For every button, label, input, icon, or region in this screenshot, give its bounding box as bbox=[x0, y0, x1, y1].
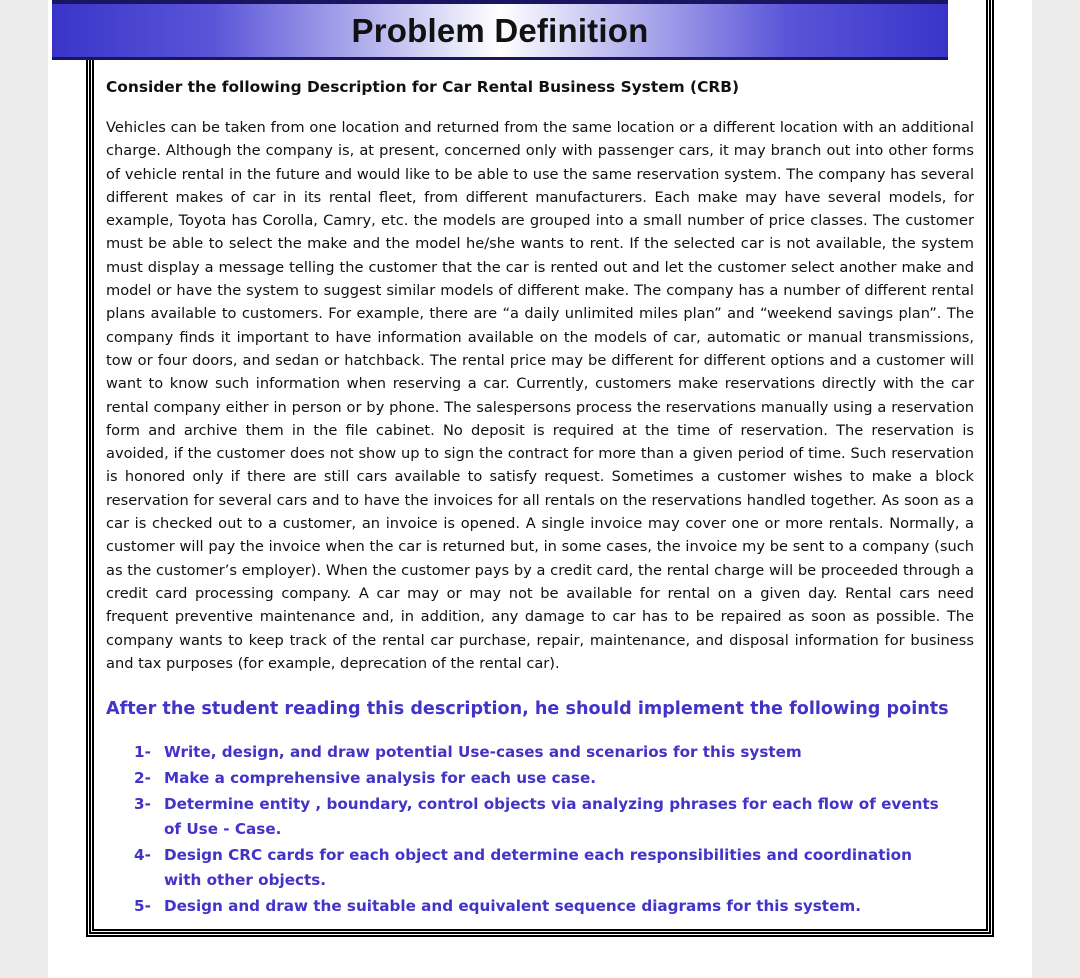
task-item-2 bbox=[134, 766, 954, 791]
task-text: Design CRC cards for each object and determine each responsibilities and coordination with other objects. bbox=[164, 846, 912, 889]
tasks-heading: After the student reading this description, he should implement the following points bbox=[106, 699, 949, 719]
description-section bbox=[106, 74, 974, 675]
task-number: 4- bbox=[134, 846, 151, 864]
task-item-3 bbox=[134, 792, 954, 842]
task-number: 3- bbox=[134, 795, 151, 813]
task-item-5 bbox=[134, 894, 954, 919]
task-text: Make a comprehensive analysis for each use case. bbox=[164, 769, 597, 787]
task-item-1 bbox=[134, 740, 954, 765]
task-number: 5- bbox=[134, 897, 151, 915]
task-list bbox=[134, 740, 954, 920]
description-paragraph: Vehicles can be taken from one location and returned from the same location or a different location with an additional charge. Although the company is, at present, concerned only with passenger cars, it may branch out into other forms of vehicle rental in the future and would like to be able to use the same reservation system. The company has several different makes of car in its rental fleet, from different manufacturers. Each make may have several models, for example, Toyota has Corolla, Camry, etc. the models are grouped into a small number of price classes. The customer must be able to select the make and the model he/she wants to rent. If the selected car is not available, the system must display a message telling the customer that the car is rented out and let the customer select another make and model or have the system to suggest similar models of different make. The company has a number of different rental plans available to customers. For example, there are “a daily unlimited miles plan” and “weekend savings plan”. The company finds it important to have information available on the models of car, automatic or manual transmissions, tow or four doors, and sedan or hatchback. The rental price may be different for different options and a customer will want to know such information when reserving a car. Currently, customers make reservations directly with the car rental company either in person or by phone. The salespersons process the reservations manually using a reservation form and archive them in the file cabinet. No deposit is required at the time of reservation. The reservation is avoided, if the customer does not show up to sign the contract for more than a given period of time. Such reservation is honored only if there are still cars available to satisfy request. Sometimes a customer wishes to make a block reservation for several cars and to have the invoices for all rentals on the reservations handled together. As soon as a car is checked out to a customer, an invoice is opened. A single invoice may cover one or more rentals. Normally, a customer will pay the invoice when the car is returned but, in some cases, the invoice my be sent to a company (such as the customer’s employer). When the customer pays by a credit card, the rental charge will be proceeded through a credit card processing company. A car may or may not be available for rental on a given day. Rental cars need frequent preventive maintenance and, in addition, any damage to car has to be repaired as soon as possible. The company wants to keep track of the rental car purchase, repair, maintenance, and disposal information for business and tax purposes (for example, deprecation of the rental car). bbox=[106, 119, 974, 672]
task-number: 1- bbox=[134, 743, 151, 761]
page-title: Problem Definition bbox=[351, 11, 649, 49]
task-text: Write, design, and draw potential Use-cases and scenarios for this system bbox=[164, 743, 802, 761]
task-text: Design and draw the suitable and equivalent sequence diagrams for this system. bbox=[164, 897, 861, 915]
task-text: Determine entity , boundary, control objects via analyzing phrases for each flow of events of Use - Case. bbox=[164, 795, 939, 838]
task-item-4 bbox=[134, 843, 954, 893]
section-subtitle: Consider the following Description for Car Rental Business System (CRB) bbox=[106, 78, 739, 96]
task-number: 2- bbox=[134, 769, 151, 787]
title-banner bbox=[52, 0, 948, 60]
document-page bbox=[48, 0, 1032, 978]
